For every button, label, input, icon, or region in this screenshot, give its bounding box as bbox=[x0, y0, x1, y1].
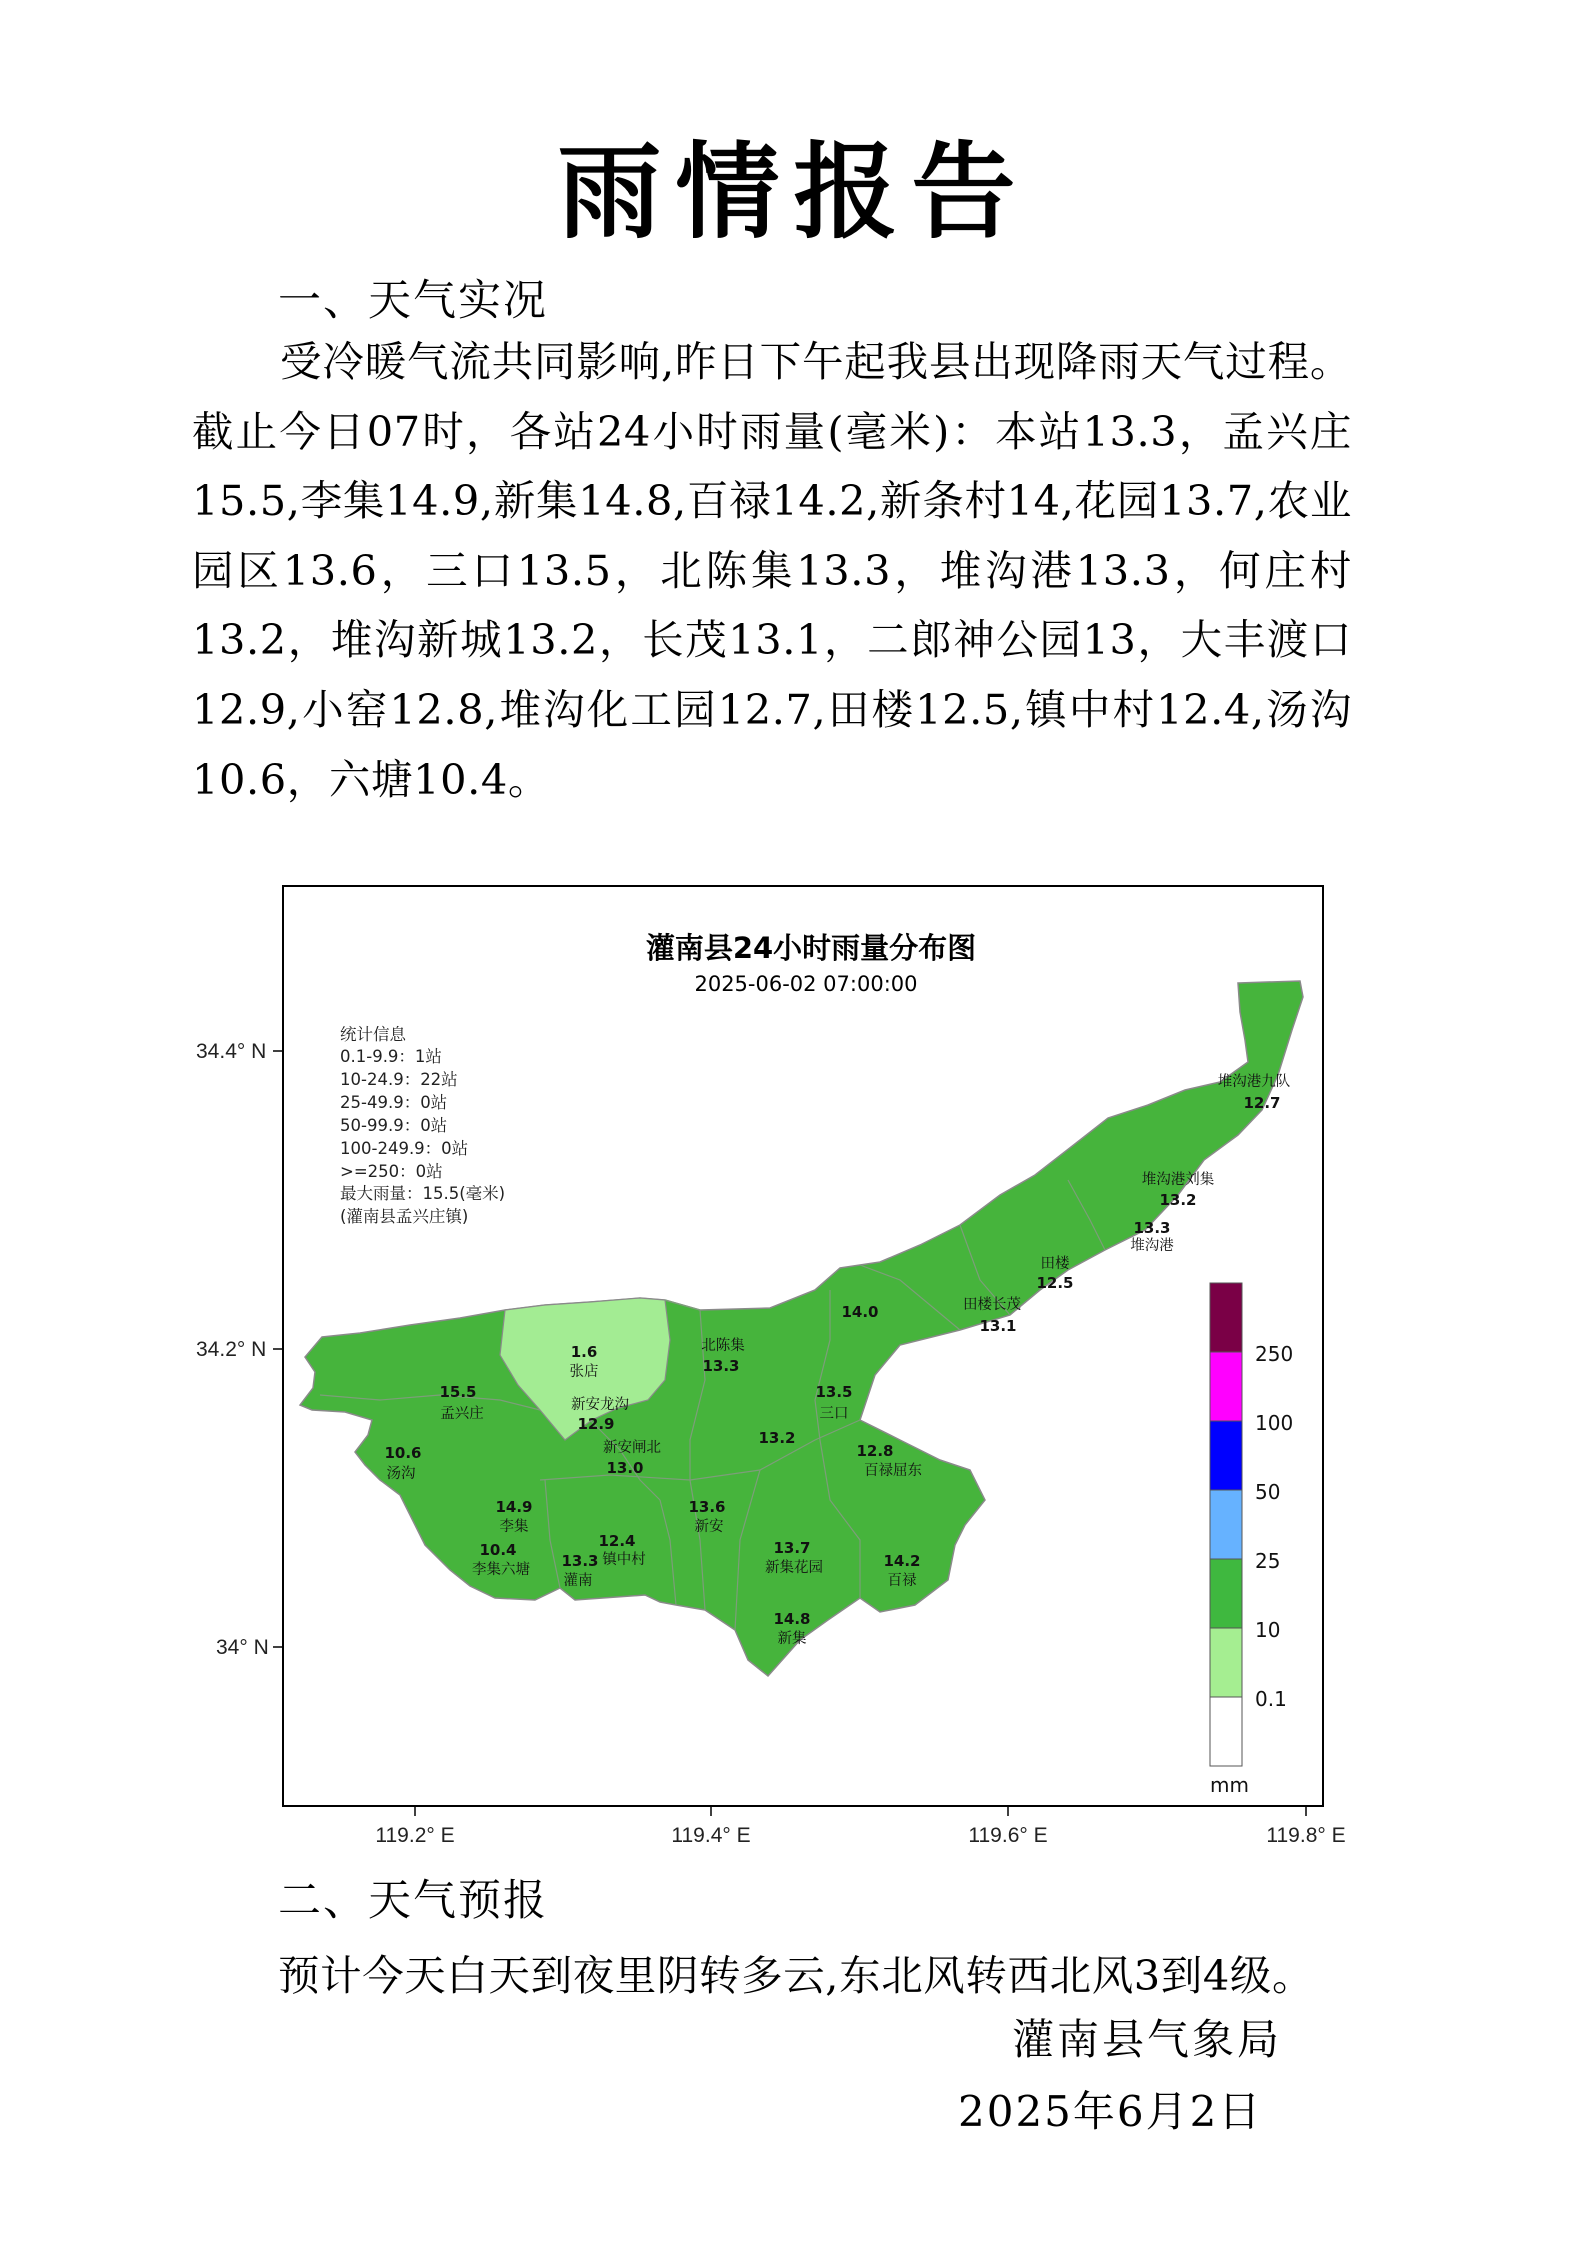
map-title: 灌南县24小时雨量分布图 bbox=[645, 931, 977, 965]
stat-line: 50-99.9：0站 bbox=[340, 1116, 448, 1135]
station-value: 14.2 bbox=[883, 1552, 921, 1570]
station-value: 12.7 bbox=[1243, 1094, 1281, 1112]
station-value: 13.0 bbox=[606, 1459, 644, 1477]
legend-swatch bbox=[1210, 1490, 1242, 1559]
legend-swatch bbox=[1210, 1421, 1242, 1490]
station-name: 三口 bbox=[819, 1406, 849, 1422]
station-value: 10.6 bbox=[384, 1444, 422, 1462]
map-subtitle: 2025-06-02 07:00:00 bbox=[694, 972, 918, 996]
report-title: 雨情报告 bbox=[557, 131, 1030, 253]
legend-label: 100 bbox=[1255, 1411, 1294, 1435]
station-value: 13.2 bbox=[1159, 1191, 1197, 1209]
station-name: 北陈集 bbox=[701, 1338, 745, 1354]
legend-unit: mm bbox=[1210, 1773, 1249, 1797]
stat-line: 100-249.9：0站 bbox=[340, 1139, 469, 1158]
station-value: 12.8 bbox=[856, 1442, 894, 1460]
station-name: 新安 bbox=[694, 1519, 724, 1535]
section-heading-forecast: 二、天气预报 bbox=[278, 1876, 548, 1926]
station-name: 李集 bbox=[499, 1519, 529, 1535]
station-value: 13.2 bbox=[758, 1429, 796, 1447]
station-name: 田楼长茂 bbox=[963, 1297, 1021, 1313]
station-name: 百禄屈东 bbox=[864, 1463, 922, 1479]
legend-label: 250 bbox=[1255, 1342, 1294, 1366]
station-value: 14.0 bbox=[841, 1303, 879, 1321]
section-heading-observation: 一、天气实况 bbox=[278, 276, 548, 326]
stat-line: 10-24.9：22站 bbox=[340, 1070, 458, 1089]
stat-line: 0.1-9.9：1站 bbox=[340, 1047, 442, 1066]
legend-label: 25 bbox=[1255, 1549, 1281, 1573]
forecast-paragraph: 预计今天白天到夜里阴转多云,东北风转西北风3到4级。 bbox=[278, 1951, 1315, 2000]
station-value: 10.4 bbox=[479, 1541, 517, 1559]
legend-label: 0.1 bbox=[1255, 1687, 1287, 1711]
station-value: 13.1 bbox=[979, 1317, 1017, 1335]
station-value: 13.3 bbox=[1133, 1219, 1171, 1237]
station-name: 新集花园 bbox=[765, 1560, 823, 1576]
lat-label: 34° N bbox=[216, 1636, 269, 1659]
station-name: 李集六塘 bbox=[472, 1562, 530, 1578]
station-value: 12.9 bbox=[577, 1415, 615, 1433]
lat-label: 34.4° N bbox=[196, 1040, 267, 1063]
legend-swatch bbox=[1210, 1352, 1242, 1421]
station-value: 13.5 bbox=[815, 1383, 853, 1401]
station-value: 14.9 bbox=[495, 1498, 533, 1516]
stat-line: >=250：0站 bbox=[340, 1162, 443, 1181]
legend-swatch bbox=[1210, 1697, 1242, 1766]
stat-line: (灌南县孟兴庄镇) bbox=[340, 1207, 469, 1226]
station-value: 12.4 bbox=[598, 1532, 636, 1550]
legend-label: 50 bbox=[1255, 1480, 1281, 1504]
issuing-organization: 灌南县气象局 bbox=[1012, 2015, 1283, 2064]
station-name: 堆沟港 bbox=[1130, 1238, 1174, 1254]
stat-line: 统计信息 bbox=[340, 1025, 406, 1044]
longitude-axis bbox=[375, 1806, 1345, 1847]
station-name: 堆沟港九队 bbox=[1217, 1074, 1291, 1090]
observation-paragraph: 受冷暖气流共同影响,昨日下午起我县出现降雨天气过程。截止今日07时，各站24小时雨量(毫米)：本站13.3，孟兴庄15.5,李集14.9,新集14.8,百禄14.2,新条村14,花园13.7,农业园区13.6，三口13.5，北陈集13.3，堆沟港13.3，何庄村13.2，堆沟新城13.2，长茂13.1，二郎神公园13，大丰渡口12.9,小窑12.8,堆沟化工园12.7,田楼12.5,镇中村12.4,汤沟10.6，六塘10.4。 bbox=[192, 337, 1352, 804]
issue-date: 2025年6月2日 bbox=[958, 2087, 1263, 2136]
station-value: 13.7 bbox=[773, 1539, 811, 1557]
station-name: 百禄 bbox=[887, 1573, 917, 1589]
legend-swatch bbox=[1210, 1628, 1242, 1697]
lon-label: 119.4° E bbox=[671, 1824, 751, 1847]
legend-swatch bbox=[1210, 1559, 1242, 1628]
station-value: 13.3 bbox=[702, 1357, 740, 1375]
station-value: 1.6 bbox=[570, 1343, 598, 1361]
station-name: 新安龙沟 bbox=[571, 1397, 629, 1413]
stat-line: 25-49.9：0站 bbox=[340, 1093, 448, 1112]
station-value: 13.6 bbox=[688, 1498, 726, 1516]
station-name: 新集 bbox=[777, 1631, 807, 1647]
station-name: 张店 bbox=[569, 1364, 599, 1380]
station-name: 田楼 bbox=[1040, 1256, 1070, 1272]
stat-line: 最大雨量：15.5(毫米) bbox=[340, 1184, 506, 1203]
station-value: 15.5 bbox=[439, 1383, 477, 1401]
lon-label: 119.2° E bbox=[375, 1824, 455, 1847]
lon-label: 119.8° E bbox=[1266, 1824, 1346, 1847]
legend-label: 10 bbox=[1255, 1618, 1281, 1642]
station-value: 12.5 bbox=[1036, 1274, 1074, 1292]
station-name: 灌南 bbox=[563, 1573, 593, 1589]
station-name: 堆沟港刘集 bbox=[1141, 1172, 1215, 1188]
station-name: 孟兴庄 bbox=[440, 1406, 484, 1422]
station-name: 新安闸北 bbox=[603, 1440, 661, 1456]
lat-label: 34.2° N bbox=[196, 1338, 267, 1361]
station-name: 汤沟 bbox=[386, 1466, 416, 1482]
latitude-axis bbox=[196, 1040, 283, 1659]
station-name: 镇中村 bbox=[602, 1552, 646, 1568]
lon-label: 119.6° E bbox=[968, 1824, 1048, 1847]
station-value: 13.3 bbox=[561, 1552, 599, 1570]
station-value: 14.8 bbox=[773, 1610, 811, 1628]
legend-swatch bbox=[1210, 1283, 1242, 1352]
